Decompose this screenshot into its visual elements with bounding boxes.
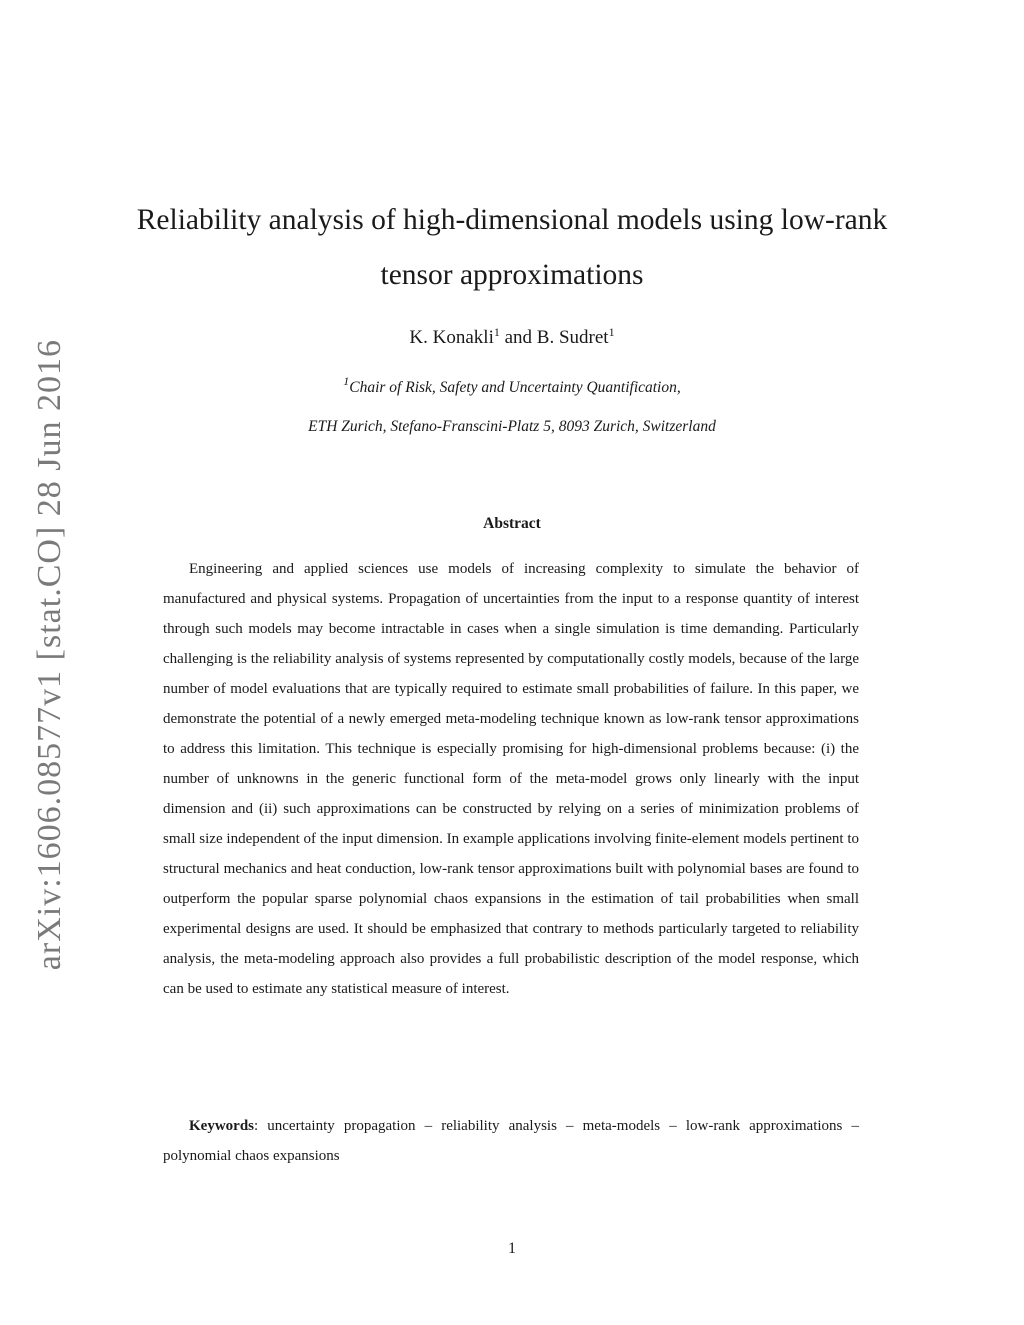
paper-title-line-2: tensor approximations [380, 259, 644, 291]
arxiv-identifier-text: arXiv:1606.08577v1 [stat.CO] 28 Jun 2016 [31, 339, 68, 971]
author-name: K. Konakli [409, 327, 494, 348]
affiliation-marker: 1 [493, 325, 500, 339]
affiliation-line-1 [0, 374, 1024, 396]
author-list [0, 325, 1024, 348]
keywords-list: : uncertainty propagation – reliability analysis – meta-models – low-rank approximations – polynomial chaos expansions [163, 1118, 859, 1164]
keywords-paragraph [163, 1111, 859, 1171]
abstract-text: Engineering and applied sciences use models of increasing complexity to simulate the behavior of manufactured and physical systems. Propagation of uncertainties from the input to a response quantity of interest through such models may become intractable in cases when a single simulation is time demanding. Particularly challenging is the reliability analysis of systems represented by computationally costly models, because of the large number of model evaluations that are typically required to estimate small probabilities of failure. In this paper, we demonstrate the potential of a newly emerged meta-modeling technique known as low-rank tensor approximations to address this limitation. This technique is especially promising for high-dimensional problems because: (i) the number of unknowns in the generic functional form of the meta-model grows only linearly with the input dimension and (ii) such approximations can be constructed by relying on a series of minimization problems of small size independent of the input dimension. In example applications involving finite-element models pertinent to structural mechanics and heat conduction, low-rank tensor approximations built with polynomial bases are found to outperform the popular sparse polynomial chaos expansions in the estimation of tail probabilities when small experimental designs are used. It should be emphasized that contrary to methods particularly targeted to reliability analysis, the meta-modeling approach also provides a full probabilistic description of the model response, which can be used to estimate any statistical measure of interest. [163, 561, 859, 997]
abstract-heading: Abstract [483, 515, 541, 532]
affiliation-institution: Chair of Risk, Safety and Uncertainty Quantification, [349, 379, 681, 396]
affiliation-marker: 1 [608, 325, 615, 339]
author-connector: and [499, 327, 537, 348]
affiliation-marker: 1 [343, 374, 350, 388]
affiliation-address: ETH Zurich, Stefano-Franscini-Platz 5, 8093 Zurich, Switzerland [308, 418, 716, 435]
page-number: 1 [508, 1240, 516, 1257]
affiliation-line-2 [0, 419, 1024, 435]
arxiv-identifier-stamp [31, 339, 68, 971]
keywords-label: Keywords [189, 1118, 254, 1134]
author-name: B. Sudret [536, 327, 609, 348]
paper-title-line-1: Reliability analysis of high-dimensional models using low-rank [136, 204, 888, 236]
